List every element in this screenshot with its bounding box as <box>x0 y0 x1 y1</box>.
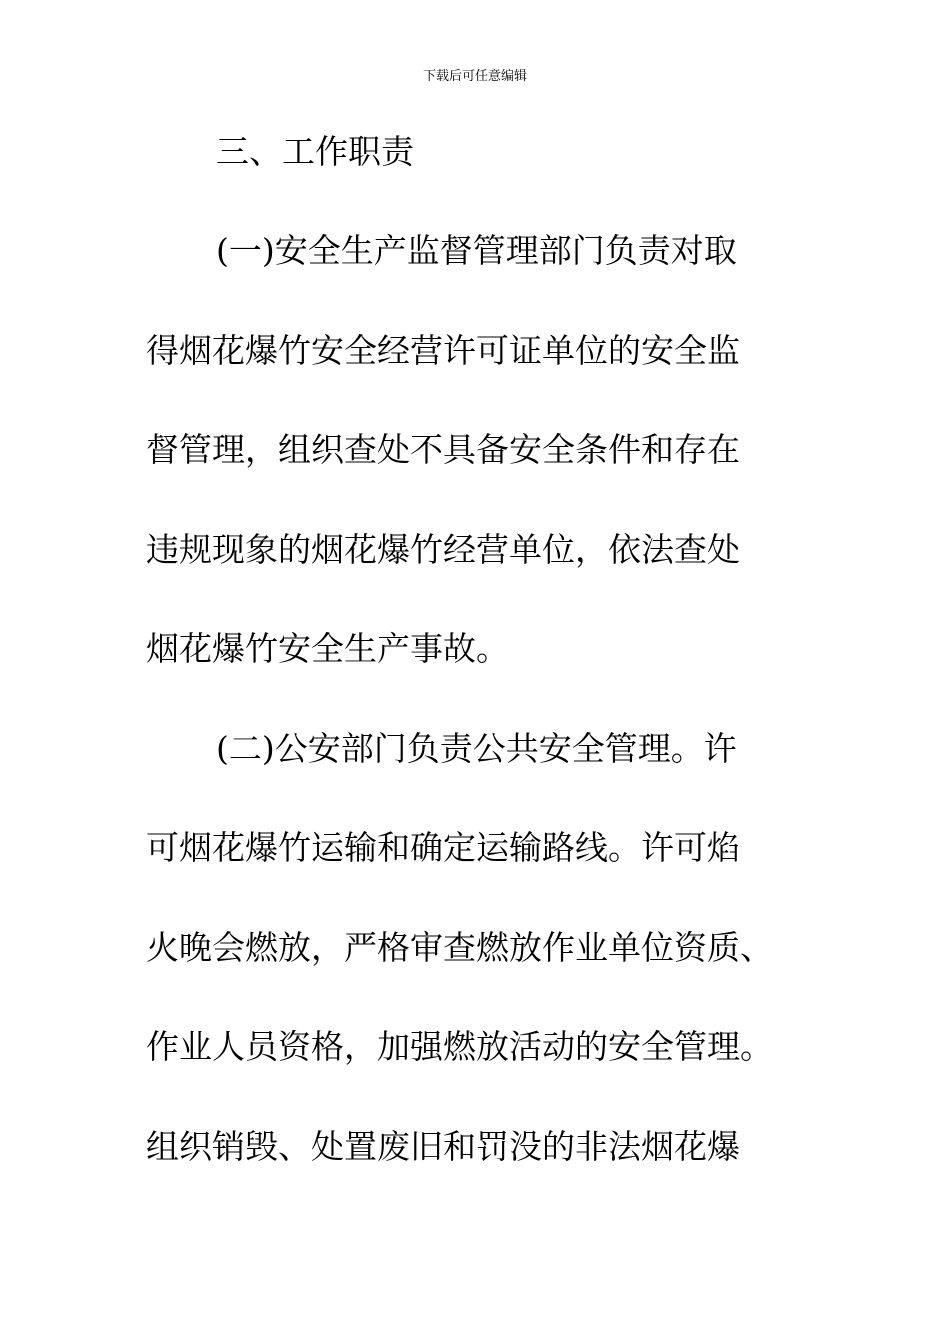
paragraph-line: (二)公安部门负责公共安全管理。许 <box>216 729 737 768</box>
paragraph-line: 可烟花爆竹运输和确定运输路线。许可焰 <box>146 828 740 867</box>
paragraph-line: 得烟花爆竹安全经营许可证单位的安全监 <box>146 331 740 370</box>
paragraph-line: 烟花爆竹安全生产事故。 <box>146 629 509 668</box>
paragraph-line: (一)安全生产监督管理部门负责对取 <box>216 231 737 270</box>
paragraph-line: 督管理，组织查处不具备安全条件和存在 <box>146 430 740 469</box>
paragraph-line: 组织销毁、处置废旧和罚没的非法烟花爆 <box>146 1127 740 1166</box>
page-header-note: 下载后可任意编辑 <box>422 69 527 84</box>
paragraph-line: 违规现象的烟花爆竹经营单位，依法查处 <box>146 530 740 569</box>
paragraph-line: 火晚会燃放，严格审查燃放作业单位资质、 <box>146 928 773 967</box>
paragraph-line: 作业人员资格，加强燃放活动的安全管理。 <box>146 1027 773 1066</box>
section-title: 三、工作职责 <box>216 132 414 171</box>
